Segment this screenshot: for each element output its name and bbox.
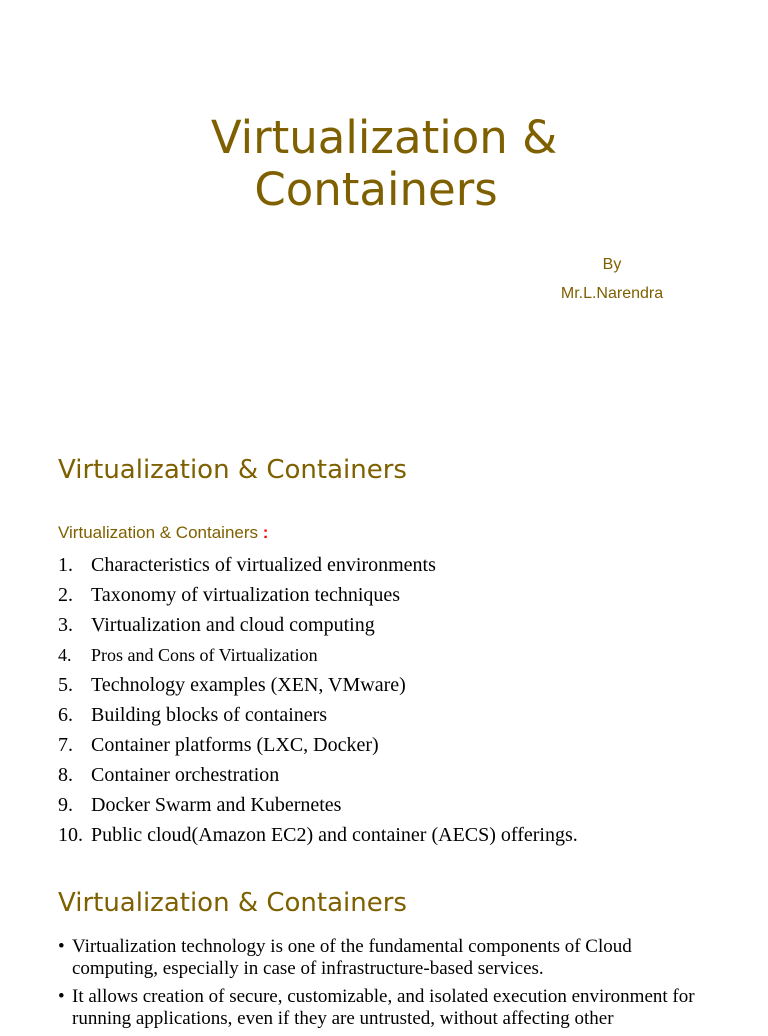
list-item [58,581,578,611]
bullet-dot-icon: • [58,986,65,1007]
item-text: Public cloud(Amazon EC2) and container (AECS) offerings. [91,824,578,846]
bullet-item [58,936,708,980]
by-label: By [602,256,622,273]
list-item [58,731,578,761]
item-text: Building blocks of containers [91,704,328,726]
item-text: Docker Swarm and Kubernetes [91,794,342,816]
title-line-1: Virtualization & [210,111,558,164]
item-text: Container platforms (LXC, Docker) [91,734,379,756]
slide2-heading: Virtualization & Containers [58,455,407,485]
list-item [58,791,578,821]
list-item [58,641,578,671]
subheading-colon: : [262,523,269,542]
item-text: Container orchestration [91,764,280,786]
item-number: 4. [58,645,72,665]
topics-list [58,551,578,851]
bullet-item [58,986,708,1030]
item-number: 10. [58,824,83,846]
list-item [58,551,578,581]
list-item [58,701,578,731]
presentation-title [0,112,768,216]
list-item [58,821,578,851]
item-text: Virtualization and cloud computing [91,614,375,636]
author-name: Mr.L.Narendra [560,285,664,302]
item-number: 9. [58,794,73,816]
item-text: Pros and Cons of Virtualization [91,645,318,665]
item-number: 1. [58,554,73,576]
byline [520,250,704,308]
title-slide [0,0,768,430]
list-item [58,761,578,791]
item-text: Taxonomy of virtualization techniques [91,584,401,606]
item-text: Characteristics of virtualized environments [91,554,436,576]
slide2-subheading [58,523,268,543]
item-number: 2. [58,584,73,606]
item-number: 7. [58,734,73,756]
item-text: Technology examples (XEN, VMware) [91,674,406,696]
item-number: 6. [58,704,73,726]
slide3-heading: Virtualization & Containers [58,888,407,918]
title-line-2: Containers [254,163,498,216]
subheading-text: Virtualization & Containers [58,523,259,542]
item-number: 5. [58,674,73,696]
list-item [58,611,578,641]
list-item [58,671,578,701]
bullet-list [58,936,708,1036]
bullet-dot-icon: • [58,936,65,957]
item-number: 3. [58,614,73,636]
item-number: 8. [58,764,73,786]
bullet-text: Virtualization technology is one of the fundamental components of Cloud computing, especially in case of infrastructure-based services. [72,936,632,979]
bullet-text: It allows creation of secure, customizable, and isolated execution environment for running applications, even if they are untrusted, without affecting other [72,986,695,1029]
